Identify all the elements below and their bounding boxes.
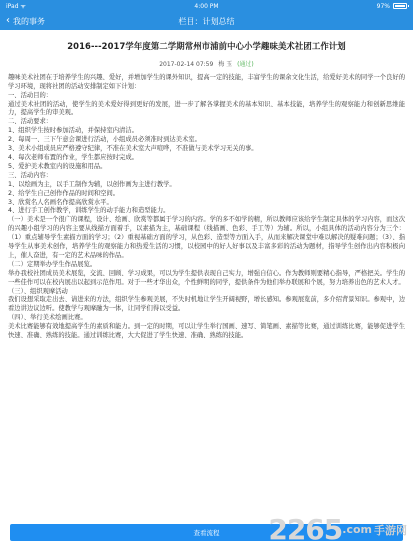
document-body xyxy=(8,74,405,341)
document-title: 2016---2017学年度第二学期常州市浦前中心小学趣味美术社团工作计划 xyxy=(67,41,346,51)
document-paragraph: 美术比赛能够有效地提高学生的素质和能力。到一定的时期，可以让学生举行国画、速写、简笔画、素描等比赛，通过训练比赛，能够促进学生快速、准确、熟练的技能。通过训练比赛，大大促进了学生快速、准确、熟练的技能。 xyxy=(8,323,405,340)
document-paragraph: 通过美术社团的活动，使学生的美术爱好得到更好的发展，进一步了解各掌握美术的基本知识、基本技能，培养学生的观察能力和创新思维能力，提高学生的审美观。 xyxy=(8,100,405,117)
back-button[interactable] xyxy=(0,16,45,27)
nav-bar xyxy=(0,12,413,30)
document-paragraph: （一）美术是一个很广的课程，设计、绘画、欣赏等都属于学习的内容。学的多不如学的精，所以教师应该给学生制定具体的学习内容，而这次的兴趣小组学习的内容主要从线描方面着手，以素描为主，基础课程（线描画、色彩、手工等）为辅。所以，小组具体的活动内容分为三个：（1）重点辅导学生素描方面的学习；（2）重视基础方面的学习，从色彩、造型等方面入手，从而来解决课堂中难以解决的疑难问题；（3）、指导学生从事美术创作，培养学生的观察能力和热爱生活的习惯，以校园中的好人好事以及丰富多彩的活动为题材，指导学生创作出内容积极向上，催人奋进，有一定的艺术品味的作品。 xyxy=(8,216,405,259)
document-paragraph: 2、每周一、三下午意会课进行活动，小组成员必须准时到达美术室。 xyxy=(8,136,201,144)
document-paragraph: 3、美术小组成员应严格遵守纪律，不准在美术室大声喧哗，不准做与美术学习无关的事。 xyxy=(8,145,258,153)
device-label: iPad ᯤ xyxy=(6,3,26,10)
watermark-main: 2265 xyxy=(268,513,343,546)
document-paragraph: （二）定期举办学生作品展览。 xyxy=(8,260,97,268)
document-paragraph: 举办我校社团成员美术展览，交流、回顾、学习成果，可以为学生提供表现自己实力，增强自信心。作为教师则要精心指导，严格把关。学生的一些佳作可以在校内展出以起到示范作用。对于一些才华出众，个性鲜明的同学，提供条件为他们举办联展和个展，努力培养出色的艺术人才。 xyxy=(8,269,405,286)
document-paragraph: 1、以绘画为主，以手工制作为辅，以创作画为主进行教学。 xyxy=(8,180,176,188)
back-label: 我的事务 xyxy=(13,16,45,26)
document-paragraph: 5、爱护美术教室内的设施和用品。 xyxy=(8,162,107,170)
status-bar xyxy=(0,0,413,12)
battery-icon xyxy=(393,3,407,9)
document-paragraph: 二、活动要求： xyxy=(8,118,53,126)
document-author: 梅 玉 xyxy=(218,60,233,68)
document-paragraph: 4、进行手工创作教学，训练学生的动手能力和造型能力。 xyxy=(8,207,170,215)
page-title: 栏目：计划总结 xyxy=(178,16,235,26)
site-watermark-logo xyxy=(268,513,407,546)
document-meta xyxy=(8,61,405,70)
status-time: 4:00 PM xyxy=(194,2,219,10)
watermark-cn: 手游网 xyxy=(374,523,407,537)
document-date: 2017-02-14 07:59 xyxy=(159,60,214,68)
status-badge: (通过) xyxy=(237,60,254,68)
view-process-button[interactable]: 查看流程 xyxy=(10,524,403,541)
document-paragraph: 2、给学生自己创作作品的时间和空间。 xyxy=(8,189,120,197)
document-paragraph: 1、组织学生按时参加活动，并保持室内清洁。 xyxy=(8,127,138,135)
document-paragraph: 一、活动目的： xyxy=(8,91,53,99)
battery-percent: 97% xyxy=(376,2,390,10)
document-paragraph: 三、活动内容： xyxy=(8,171,53,179)
document-paragraph: （四）、举行美术绘画比赛。 xyxy=(8,314,87,322)
article xyxy=(8,36,405,341)
document-paragraph: 我们设想采取走出去、请进来的方法，组织学生参观美展，不失时机地让学生开阔视野，增长感知。参观展览前，多介绍背景知识。参观中，边看边讲边议边听。使教学与观摩融为一体，让同学们得以受益。 xyxy=(8,296,405,313)
chevron-left-icon: ‹ xyxy=(6,15,10,26)
watermark-domain: .com xyxy=(342,523,372,536)
battery-fill xyxy=(395,5,405,7)
document-paragraph: 3、欣赏名人名画名作提高欣赏水平。 xyxy=(8,198,113,206)
document-paragraph: （三）、组织观摩活动 xyxy=(8,287,68,295)
document-paragraph: 4、每次老师布置的作业，学生都应按时完成。 xyxy=(8,153,138,161)
document-paragraph: 趣味美术社团在于培养学生的兴趣、爱好，并增加学生的课外知识，提高一定的技能，丰富学生的课余文化生活，给爱好美术的同学一个良好的学习环境，现将社团的活动安排制定如下计划： xyxy=(8,73,405,90)
